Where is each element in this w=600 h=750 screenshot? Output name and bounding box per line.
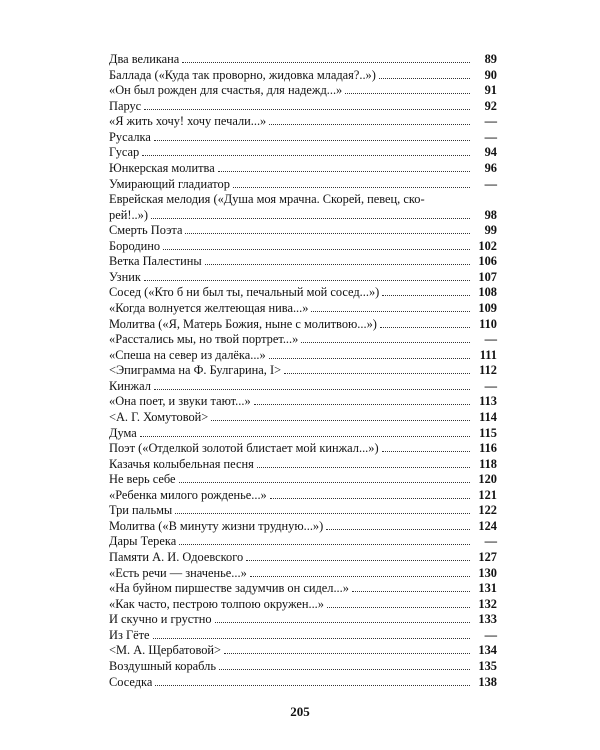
toc-entry-page: 116 (479, 441, 497, 456)
table-of-contents (109, 52, 497, 690)
toc-entry-title: Дары Терека (109, 534, 177, 549)
dot-leader (257, 467, 470, 468)
toc-entry-title: Соседка (109, 674, 153, 689)
dot-leader (326, 529, 470, 530)
toc-entry (109, 301, 497, 317)
toc-entry (109, 410, 497, 426)
toc-entry-page: 127 (478, 550, 497, 564)
dot-leader (254, 404, 470, 405)
dot-leader (311, 311, 470, 312)
toc-entry-page: — (484, 534, 497, 549)
toc-entry-page: — (484, 378, 497, 393)
dot-leader (185, 233, 470, 234)
toc-entry (109, 161, 497, 177)
toc-entry-page: 92 (484, 98, 497, 113)
toc-entry (109, 379, 497, 395)
toc-entry-title: Не верь себе (109, 472, 176, 487)
toc-entry-page: 102 (478, 238, 497, 253)
toc-entry-title: <А. Г. Хомутовой> (109, 409, 209, 424)
toc-entry-title: «Расстались мы, но твой портрет...» (109, 332, 299, 347)
toc-entry-page: 90 (484, 67, 497, 82)
toc-entry (109, 394, 497, 410)
dot-leader (219, 669, 470, 670)
toc-entry-title: Воздушный корабль (109, 658, 216, 673)
toc-entry-title: Еврейская мелодия («Душа моя мрачна. Скорей, певец, ско- (109, 192, 425, 207)
toc-entry-page: 109 (478, 301, 497, 315)
toc-entry-page: 111 (479, 347, 497, 362)
toc-entry-title: Дума (109, 425, 137, 440)
toc-entry-title-continuation: рей!..») (109, 207, 148, 222)
toc-entry (109, 566, 497, 582)
toc-entry-title: Бородино (109, 238, 161, 253)
toc-entry (109, 99, 497, 115)
toc-entry-title: «Как часто, пестрою толпою окружен...» (109, 596, 324, 611)
toc-entry (109, 581, 497, 597)
toc-entry (109, 441, 497, 457)
toc-entry-title: <М. А. Щербатовой> (109, 643, 222, 658)
toc-entry (109, 643, 497, 659)
toc-entry (109, 332, 497, 348)
toc-entry-page: 107 (478, 269, 497, 284)
toc-entry (109, 223, 497, 239)
toc-entry (109, 52, 497, 68)
toc-entry-title: «Спеша на север из далёка...» (109, 347, 266, 362)
dot-leader (154, 140, 470, 141)
toc-entry-page: 114 (479, 409, 497, 424)
toc-entry-page: 94 (484, 145, 497, 160)
toc-entry (109, 472, 497, 488)
dot-leader (380, 327, 470, 328)
toc-entry-title: Баллада («Куда так проворно, жидовка младая?..») (109, 67, 376, 82)
toc-entry-title: Ветка Палестины (109, 254, 202, 269)
toc-entry-page: — (484, 627, 497, 642)
toc-entry-title: Молитва («В минуту жизни трудную...») (109, 518, 324, 533)
toc-entry (109, 675, 497, 691)
toc-entry-page: 121 (478, 487, 497, 502)
toc-entry-title: «Ребенка милого рожденье...» (109, 487, 267, 502)
toc-entry-page: — (484, 176, 497, 191)
toc-entry-page: 133 (478, 612, 497, 627)
dot-leader (211, 420, 470, 421)
dot-leader (218, 171, 470, 172)
toc-entry-page: — (484, 332, 497, 347)
toc-entry (109, 239, 497, 255)
dot-leader (250, 576, 470, 577)
dot-leader (142, 155, 470, 156)
toc-entry (109, 192, 497, 223)
dot-leader (163, 249, 470, 250)
dot-leader (179, 482, 470, 483)
toc-entry-page: 124 (478, 518, 497, 533)
toc-entry-title: Смерть Поэта (109, 223, 183, 238)
toc-entry-page: — (484, 114, 497, 129)
toc-entry (109, 628, 497, 644)
dot-leader (175, 513, 470, 514)
toc-entry-title: Узник (109, 269, 141, 284)
toc-entry-page: 118 (479, 456, 497, 471)
toc-entry-page: 135 (478, 658, 497, 673)
toc-entry-page: 132 (478, 596, 497, 611)
toc-entry-title: Парус (109, 98, 142, 113)
toc-entry (109, 457, 497, 473)
toc-entry-title: Юнкерская молитва (109, 160, 215, 175)
toc-entry (109, 285, 497, 301)
dot-leader (144, 109, 470, 110)
dot-leader (269, 124, 470, 125)
toc-entry (109, 83, 497, 99)
toc-entry (109, 534, 497, 550)
dot-leader (382, 451, 470, 452)
toc-entry (109, 426, 497, 442)
toc-entry-page: 91 (484, 83, 497, 98)
toc-entry-page: 120 (478, 472, 497, 487)
toc-entry-title: Из Гёте (109, 627, 150, 642)
dot-leader (345, 93, 470, 94)
toc-entry-page: 113 (479, 394, 497, 409)
toc-entry-title: Казачья колыбельная песня (109, 456, 254, 471)
toc-entry (109, 488, 497, 504)
toc-entry-page: 108 (478, 285, 497, 300)
toc-entry-page: 99 (484, 223, 497, 238)
toc-entry-title: Кинжал (109, 378, 151, 393)
dot-leader (379, 78, 470, 79)
dot-leader (215, 622, 470, 623)
toc-entry-title: <Эпиграмма на Ф. Булгарина, I> (109, 363, 282, 378)
toc-entry-page: 122 (478, 503, 497, 518)
toc-entry (109, 254, 497, 270)
toc-entry-title: Молитва («Я, Матерь Божия, ныне с молитвою...») (109, 316, 377, 331)
toc-entry-page: 131 (478, 581, 497, 596)
toc-entry-page: 96 (484, 160, 497, 175)
toc-entry (109, 130, 497, 146)
toc-entry-page: 112 (479, 363, 497, 378)
dot-leader (270, 498, 470, 499)
dot-leader (246, 560, 470, 561)
toc-entry (109, 68, 497, 84)
toc-entry-page: 98 (484, 207, 497, 222)
toc-entry-title: «На буйном пиршестве задумчив он сидел...» (109, 581, 349, 596)
toc-entry-title: Русалка (109, 129, 151, 144)
toc-entry-page: 138 (478, 674, 497, 689)
toc-entry (109, 612, 497, 628)
toc-entry-title: «Она поет, и звуки тают...» (109, 394, 251, 409)
dot-leader (352, 591, 470, 592)
toc-entry (109, 114, 497, 130)
dot-leader (151, 218, 470, 219)
toc-entry-page: — (484, 129, 497, 144)
toc-entry (109, 317, 497, 333)
toc-entry (109, 519, 497, 535)
toc-entry (109, 503, 497, 519)
dot-leader (140, 436, 470, 437)
toc-entry-title: Памяти А. И. Одоевского (109, 550, 244, 564)
dot-leader (153, 638, 470, 639)
dot-leader (179, 544, 470, 545)
toc-entry-title: Два великана (109, 52, 180, 66)
toc-entry-page: 130 (478, 565, 497, 580)
toc-entry (109, 270, 497, 286)
toc-entry-title: Поэт («Отделкой золотой блистает мой кинжал...») (109, 441, 379, 456)
dot-leader (284, 373, 470, 374)
dot-leader (382, 295, 470, 296)
toc-entry (109, 363, 497, 379)
toc-entry-page: 110 (479, 316, 497, 331)
toc-entry (109, 550, 497, 566)
toc-entry-title: Умирающий гладиатор (109, 176, 230, 191)
toc-entry (109, 177, 497, 193)
toc-entry (109, 597, 497, 613)
dot-leader (205, 264, 470, 265)
toc-entry-page: 106 (478, 254, 497, 269)
dot-leader (182, 62, 470, 63)
toc-entry-title: И скучно и грустно (109, 612, 212, 627)
dot-leader (154, 389, 470, 390)
dot-leader (233, 187, 470, 188)
toc-entry-title: «Когда волнуется желтеющая нива...» (109, 301, 309, 315)
page-number: 205 (290, 704, 310, 719)
dot-leader (144, 280, 470, 281)
toc-entry-title: «Есть речи — значенье...» (109, 565, 247, 580)
toc-entry-page: 115 (479, 425, 497, 440)
dot-leader (224, 653, 470, 654)
toc-entry (109, 145, 497, 161)
toc-entry-title: «Я жить хочу! хочу печали...» (109, 114, 267, 129)
toc-entry-page: 134 (478, 643, 497, 658)
dot-leader (301, 342, 470, 343)
toc-entry-title: Гусар (109, 145, 140, 160)
toc-entry-title: «Он был рожден для счастья, для надежд...» (109, 83, 343, 98)
toc-entry-title: Сосед («Кто б ни был ты, печальный мой сосед...») (109, 285, 380, 300)
toc-entry (109, 348, 497, 364)
dot-leader (269, 358, 470, 359)
toc-entry-page: 89 (484, 52, 497, 66)
toc-entry-title: Три пальмы (109, 503, 173, 518)
dot-leader (327, 607, 470, 608)
toc-entry (109, 659, 497, 675)
dot-leader (155, 685, 470, 686)
